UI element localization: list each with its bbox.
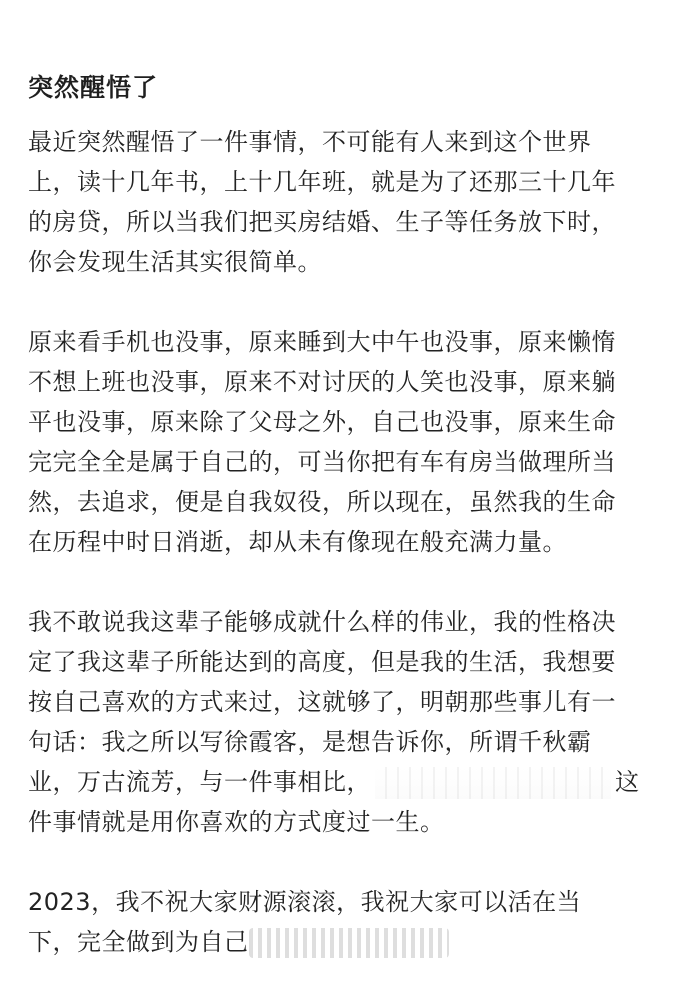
obscured-text-area (375, 767, 611, 799)
paragraph-line: 句话：我之所以写徐霞客，是想告诉你，所谓千秋霸 (28, 728, 592, 756)
paragraph-line-with-gap (28, 762, 668, 802)
paragraph-line: 平也没事，原来除了父母之外，自己也没事，原来生命 (28, 408, 616, 436)
paragraph-line: 按自己喜欢的方式来过，这就够了，明朝那些事儿有一 (28, 688, 616, 716)
paragraph-line: 原来看手机也没事，原来睡到大中午也没事，原来懒惰 (28, 328, 616, 356)
article (28, 68, 668, 1002)
line-end-text: 这 (615, 768, 640, 796)
line-start-text: 业，万古流芳，与一件事相比， (28, 768, 371, 796)
paragraph-line: 件事情就是用你喜欢的方式度过一生。 (28, 808, 445, 836)
paragraph-line: 2023，我不祝大家财源滚滚，我祝大家可以活在当 (28, 888, 582, 916)
paragraph-3 (28, 602, 668, 842)
paragraph-line: 定了我这辈子所能达到的高度，但是我的生活，我想要 (28, 648, 616, 676)
line-start-text: 下，完全做到为自己 (28, 928, 249, 956)
paragraph-line: 上，读十几年书，上十几年班，就是为了还那三十几年 (28, 168, 616, 196)
paragraph-line: 在历程中时日消逝，却从未有像现在般充满力量。 (28, 528, 567, 556)
paragraph-line-with-watermark (28, 922, 668, 962)
paragraph-line: 完完全全是属于自己的，可当你把有车有房当做理所当 (28, 448, 616, 476)
paragraph-4 (28, 882, 668, 962)
paragraph-line: 你会发现生活其实很简单。 (28, 248, 322, 276)
paragraph-line: 然，去追求，便是自我奴役，所以现在，虽然我的生命 (28, 488, 616, 516)
article-title: 突然醒悟了 (28, 73, 159, 102)
paragraph-1 (28, 122, 668, 282)
paragraph-line: 我不敢说我这辈子能够成就什么样的伟业，我的性格决 (28, 608, 616, 636)
paragraph-line: 的房贷，所以当我们把买房结婚、生子等任务放下时， (28, 208, 616, 236)
paragraph-2 (28, 322, 668, 562)
watermark-smudge (249, 928, 449, 958)
paragraph-line: 不想上班也没事，原来不对讨厌的人笑也没事，原来躺 (28, 368, 616, 396)
paragraph-line: 最近突然醒悟了一件事情，不可能有人来到这个世界 (28, 128, 592, 156)
